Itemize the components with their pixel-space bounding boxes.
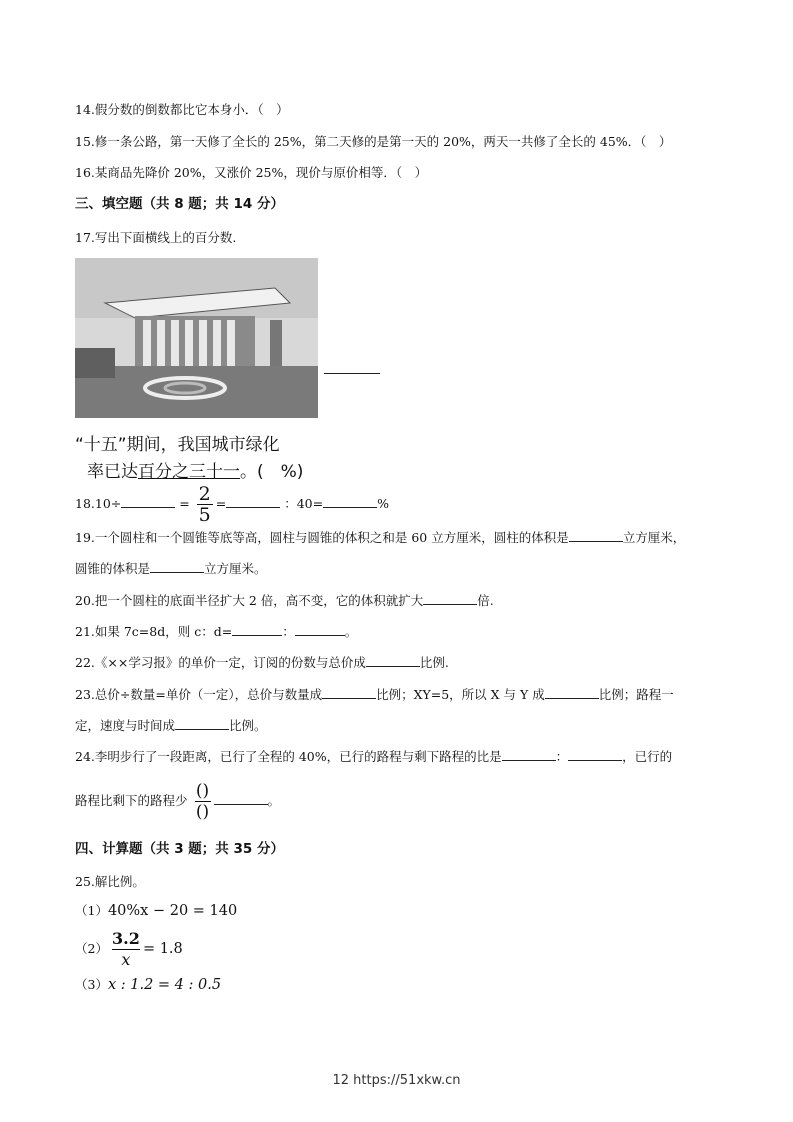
question-18 xyxy=(75,484,389,525)
q19-blank-2[interactable] xyxy=(150,559,204,573)
q25-2-denominator: x xyxy=(121,950,131,969)
q23-text-c: 比例；路程一 xyxy=(598,687,674,702)
q25-part-1 xyxy=(75,902,237,920)
q17-caption-b: 。( %) xyxy=(240,462,304,482)
page-footer: 12 https://51xkw.cn xyxy=(332,1073,461,1088)
q24-fraction xyxy=(195,781,211,822)
q19-text-d: 立方厘米。 xyxy=(204,561,267,576)
question-23-line1 xyxy=(75,685,674,704)
question-17: 17.写出下面横线上的百分数. xyxy=(75,230,237,245)
city-building-photo xyxy=(75,258,318,418)
building-illustration xyxy=(75,258,318,418)
q25-2-rest: = 1.8 xyxy=(142,941,183,957)
q18-percent: % xyxy=(377,496,389,511)
q18-fraction xyxy=(197,484,213,525)
question-19-line1 xyxy=(75,528,685,547)
question-19-line2 xyxy=(75,559,267,578)
question-14: 14.假分数的倒数都比它本身小．（ ） xyxy=(75,102,289,117)
q24-text-c: ，已行的 xyxy=(622,749,673,764)
question-21 xyxy=(75,622,357,641)
q17-caption-line1: “十五”期间，我国城市绿化 xyxy=(75,435,280,455)
q19-blank-1[interactable] xyxy=(569,528,623,542)
q25-part-2 xyxy=(75,925,183,973)
q25-1-label: （1） xyxy=(75,903,108,918)
q25-1-expression: 40%x − 20 = 140 xyxy=(107,903,238,919)
q20-blank[interactable] xyxy=(423,591,477,605)
q20-text-a: 20.把一个圆柱的底面半径扩大 2 倍，高不变，它的体积就扩大 xyxy=(75,593,424,608)
section-4-heading: 四、计算题（共 3 题；共 35 分） xyxy=(75,841,284,857)
q18-blank-3[interactable] xyxy=(323,494,377,508)
q22-blank[interactable] xyxy=(366,653,420,667)
q22-text-a: 22.《××学习报》的单价一定，订阅的份数与总价成 xyxy=(75,655,366,670)
q23-blank-3[interactable] xyxy=(175,716,229,730)
q25-3-label: （3） xyxy=(75,977,108,992)
q25-part-3 xyxy=(75,976,221,994)
q19-text-c: 圆锥的体积是 xyxy=(75,561,151,576)
question-23-line2 xyxy=(75,716,267,735)
q19-text-b: 立方厘米， xyxy=(622,530,686,545)
q25-2-fraction xyxy=(112,929,140,970)
q21-blank-2[interactable] xyxy=(295,622,345,636)
q24-fraction-denominator: () xyxy=(195,802,210,822)
q25-2-numerator: 3.2 xyxy=(112,929,140,948)
q24-blank-2[interactable] xyxy=(568,747,622,761)
q17-answer-blank[interactable] xyxy=(324,360,380,374)
q18-prefix: 18.10÷ xyxy=(75,496,122,511)
q25-2-label: （2） xyxy=(75,941,108,956)
q24-colon: ： xyxy=(555,749,569,764)
q18-blank-1[interactable] xyxy=(121,494,175,508)
q18-blank-2[interactable] xyxy=(226,494,280,508)
q23-text-b: 比例；XY=5，所以 X 与 Y 成 xyxy=(376,687,545,702)
q24-blank-3[interactable] xyxy=(214,791,268,805)
q20-text-b: 倍. xyxy=(477,593,494,608)
q24-text-d: 路程比剩下的路程少 xyxy=(75,793,188,808)
q18-fraction-denominator: 5 xyxy=(198,504,211,526)
question-22 xyxy=(75,653,449,672)
q17-caption-underlined: 百分之三十一 xyxy=(138,462,240,482)
q18-colon: ：40= xyxy=(284,496,324,511)
q24-text-e: 。 xyxy=(267,793,281,808)
q23-text-d: 定，速度与时间成 xyxy=(75,718,176,733)
q21-colon: ： xyxy=(282,624,295,639)
question-25: 25.解比例。 xyxy=(75,874,145,889)
q23-blank-1[interactable] xyxy=(322,685,376,699)
q21-blank-1[interactable] xyxy=(232,622,282,636)
q24-fraction-numerator: () xyxy=(195,781,210,801)
q21-text-c: 。 xyxy=(344,624,358,639)
q23-text-a: 23.总价÷数量=单价（一定），总价与数量成 xyxy=(75,687,323,702)
question-16: 16.某商品先降价 20%，又涨价 25%，现价与原价相等．（ ） xyxy=(75,165,428,180)
q18-equals: = xyxy=(179,496,190,511)
q25-3-expression: x : 1.2 = 4 : 0.5 xyxy=(107,977,222,993)
q18-fraction-numerator: 2 xyxy=(198,483,211,505)
section-3-heading: 三、填空题（共 8 题；共 14 分） xyxy=(75,196,284,212)
question-24-line2 xyxy=(75,776,280,826)
q17-caption-line2 xyxy=(87,457,303,482)
q24-text-a: 24.李明步行了一段距离，已行了全程的 40%，已行的路程与剩下路程的比是 xyxy=(75,749,502,764)
q21-text-a: 21.如果 7c=8d，则 c：d= xyxy=(75,624,233,639)
q22-text-b: 比例. xyxy=(419,655,449,670)
question-20 xyxy=(75,591,494,610)
question-15: 15.修一条公路，第一天修了全长的 25%，第二天修的是第一天的 20%，两天一共修了全长的 45%．（ ） xyxy=(75,134,672,149)
q23-text-e: 比例。 xyxy=(229,718,267,733)
question-24-line1 xyxy=(75,747,672,766)
q17-caption-a: 率已达 xyxy=(87,462,138,482)
q23-blank-2[interactable] xyxy=(545,685,599,699)
q19-text-a: 19.一个圆柱和一个圆锥等底等高，圆柱与圆锥的体积之和是 60 立方厘米，圆柱的体积是 xyxy=(75,530,569,545)
q18-equals-2: = xyxy=(215,496,227,511)
q24-blank-1[interactable] xyxy=(502,747,556,761)
